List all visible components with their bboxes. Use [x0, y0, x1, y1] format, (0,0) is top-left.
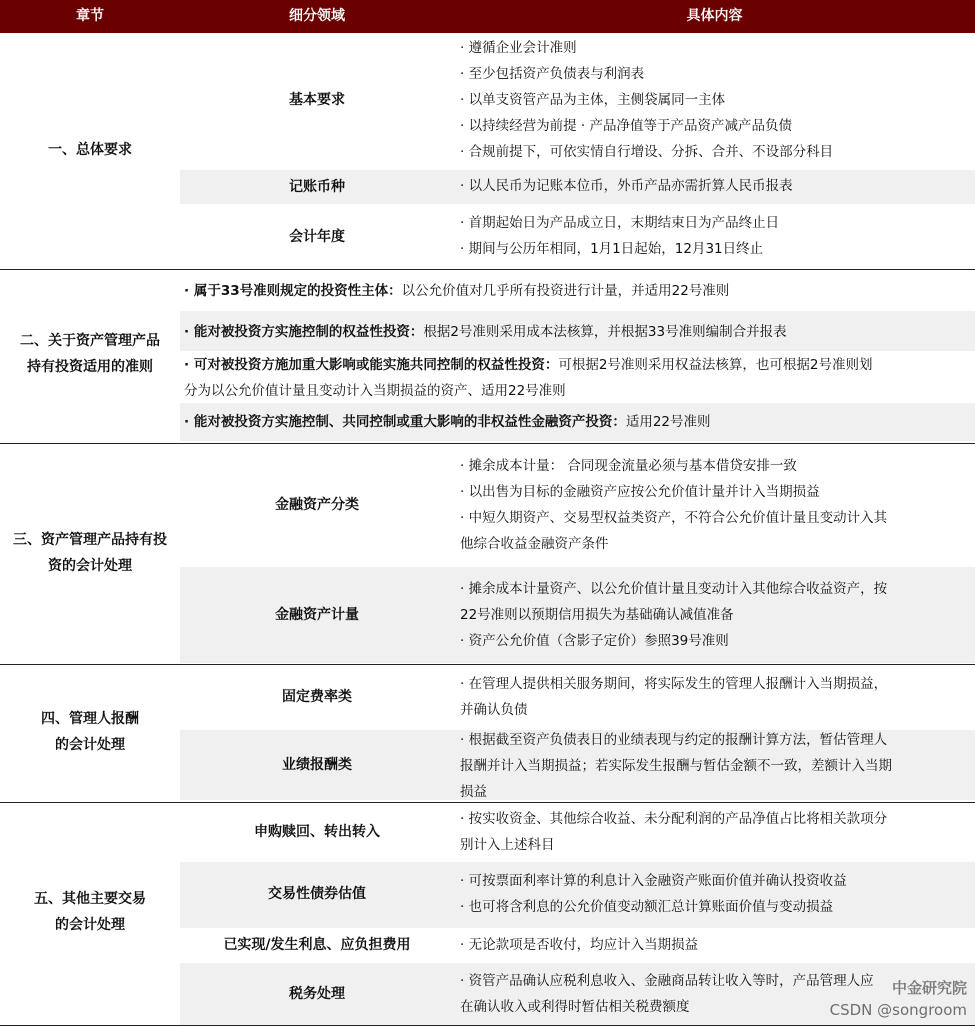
header-subfield: 细分领域: [289, 8, 345, 24]
content-fiscal-year: · 首期起始日为产品成立日，末期结束日为产品终止日 · 期间与公历年相同，1月1日起始，12月31日终止: [460, 215, 780, 257]
subfield-asset-measurement: 金融资产计量: [275, 607, 359, 623]
section-divider: [0, 443, 975, 444]
standard-item-4: · 能对被投资方实施控制、共同控制或重大影响的非权益性金融资产投资：适用22号准则: [184, 414, 711, 430]
standard-item-2: · 能对被投资方实施控制的权益性投资：根据2号准则采用成本法核算，并根据33号准则编制合并报表: [184, 324, 787, 340]
header-chapter: 章节: [76, 8, 104, 24]
content-asset-measurement: · 摊余成本计量资产、以公允价值计量且变动计入其他综合收益资产，按 22号准则以预期信用损失为基础确认减值准备 · 资产公允价值（含影子定价）参照39号准则: [460, 581, 888, 649]
section-divider: [0, 269, 975, 270]
content-subscription: · 按实收资金、其他综合收益、未分配利润的产品净值占比将相关款项分 别计入上述科目: [460, 811, 888, 853]
standard-item-3: · 可对被投资方施加重大影响或能实施共同控制的权益性投资：可根据2号准则采用权益法核算，也可根据2号准则划 分为以公允价值计量且变动计入当期损益的资产、适用22号准则: [184, 357, 873, 399]
chapter-4: 四、管理人报酬 的会计处理: [41, 711, 139, 753]
chapter-2: 二、关于资产管理产品 持有投资适用的准则: [20, 333, 160, 375]
subfield-subscription: 申购赎回、转出转入: [254, 824, 380, 840]
content-asset-classification: · 摊余成本计量： 合同现金流量必须与基本借贷安排一致 · 以出售为目标的金融资产应按公允价值计量并计入当期损益 · 中短久期资产、交易型权益类资产，不符合公允价值计量且变动计入其 他综合收益金融资产条件: [460, 458, 888, 552]
subfield-asset-classification: 金融资产分类: [275, 497, 359, 513]
chapter-3: 三、资产管理产品持有投 资的会计处理: [13, 532, 167, 574]
content-fixed-fee: · 在管理人提供相关服务期间，将实际发生的管理人报酬计入当期损益， 并确认负债: [460, 676, 888, 718]
content-bond-valuation: · 可按票面利率计算的利息计入金融资产账面价值并确认投资收益 · 也可将含利息的公允价值变动额汇总计算账面价值与变动损益: [460, 873, 847, 915]
subfield-basic-requirements: 基本要求: [289, 92, 345, 108]
subfield-fixed-fee: 固定费率类: [282, 689, 352, 705]
subfield-currency: 记账币种: [289, 179, 345, 195]
content-interest-expenses: · 无论款项是否收付，均应计入当期损益: [460, 937, 699, 953]
subfield-tax: 税务处理: [289, 986, 345, 1002]
subfield-fiscal-year: 会计年度: [289, 229, 345, 245]
header-content: 具体内容: [686, 8, 743, 24]
subfield-interest-expenses: 已实现/发生利息、应负担费用: [223, 937, 411, 953]
standard-item-1: · 属于33号准则规定的投资性主体：以公允价值对几乎所有投资进行计量，并适用22号准则: [184, 283, 730, 299]
section-divider: [0, 664, 975, 665]
chapter-1: 一、总体要求: [48, 142, 132, 158]
watermark: 中金研究院 CSDN @songroom: [829, 979, 967, 1019]
content-currency: · 以人民币为记账本位币，外币产品亦需折算人民币报表: [460, 178, 793, 194]
content-tax: · 资管产品确认应税利息收入、金融商品转让收入等时，产品管理人应 在确认收入或利得时暂估相关税费额度: [460, 973, 874, 1015]
section-divider: [0, 1025, 975, 1026]
subfield-performance-fee: 业绩报酬类: [282, 757, 352, 773]
content-performance-fee: · 根据截至资产负债表日的业绩表现与约定的报酬计算方法，暂估管理人 报酬并计入当期损益；若实际发生报酬与暂估金额不一致，差额计入当期 损益: [460, 732, 892, 800]
content-basic-requirements: · 遵循企业会计准则 · 至少包括资产负债表与利润表 · 以单支资管产品为主体，主侧袋属同一主体 · 以持续经营为前提 · 产品净值等于产品资产减产品负债 · 合规前提下，可依实情自行增设、分拆、合并、不设部分科目: [460, 40, 834, 160]
subfield-bond-valuation: 交易性债券估值: [268, 886, 366, 902]
table-header: [0, 0, 975, 33]
chapter-5: 五、其他主要交易 的会计处理: [34, 891, 146, 933]
